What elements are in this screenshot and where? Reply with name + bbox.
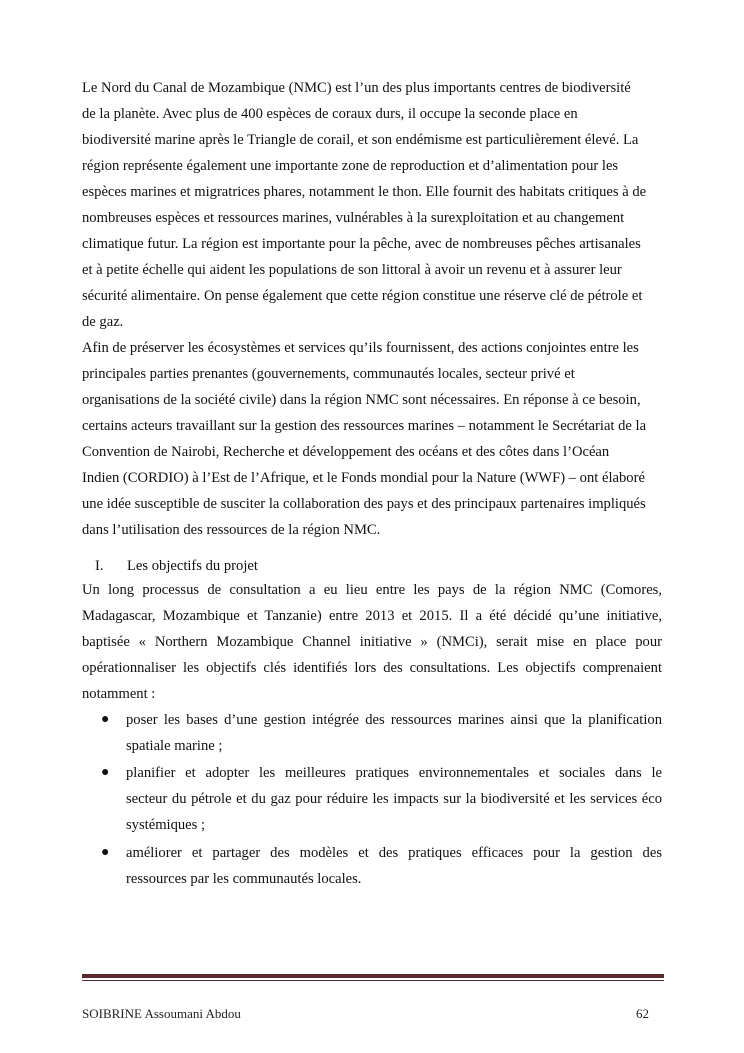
text-line: baptisée « Northern Mozambique Channel initiative » (NMCi), serait mise en place pour (82, 634, 662, 650)
heading-title: Les objectifs du projet (127, 558, 258, 574)
text-line: de la planète. Avec plus de 400 espèces de coraux durs, il occupe la seconde place en (82, 106, 578, 122)
text-line: biodiversité marine après le Triangle de corail, et son endémisme est particulièrement élevé. La (82, 132, 639, 148)
text-line: certains acteurs travaillant sur la gestion des ressources marines – notamment le Secrétariat de la (82, 418, 647, 434)
text-line: améliorer et partager des modèles et des pratiques efficaces pour la gestion des (126, 845, 662, 861)
text-line: opérationnaliser les objectifs clés identifiés lors des consultations. Les objectifs comprenaient (82, 660, 662, 676)
text-line: Indien (CORDIO) à l’Est de l’Afrique, et le Fonds mondial pour la Nature (WWF) – ont élaboré (82, 470, 645, 486)
text-line: planifier et adopter les meilleures pratiques environnementales et sociales dans le (126, 765, 662, 781)
text-line: systémiques ; (126, 817, 206, 833)
text-line: poser les bases d’une gestion intégrée des ressources marines ainsi que la planification (126, 712, 662, 728)
paragraph-2 (82, 335, 662, 543)
bullet-item (82, 760, 662, 838)
bullet-item (82, 840, 662, 892)
text-line: dans l’utilisation des ressources de la région NMC. (82, 522, 381, 538)
text-line: espèces marines et migratrices phares, notamment le thon. Elle fournit des habitats critiques à de (82, 184, 647, 200)
text-line: Le Nord du Canal de Mozambique (NMC) est l’un des plus importants centres de biodiversité (82, 80, 631, 96)
footer-author: SOIBRINE Assoumani Abdou (82, 1006, 241, 1021)
bullet-icon: ● (101, 845, 110, 860)
text-line: spatiale marine ; (126, 738, 223, 754)
heading-number: I. (95, 558, 104, 574)
text-line: principales parties prenantes (gouvernements, communautés locales, secteur privé et (82, 366, 575, 382)
text-line: climatique futur. La région est importante pour la pêche, avec de nombreuses pêches artisanales (82, 236, 641, 252)
text-line: et à petite échelle qui aident les populations de son littoral à avoir un revenu et à assurer leur (82, 262, 622, 278)
paragraph-1 (82, 75, 662, 335)
bullet-item (82, 707, 662, 759)
paragraph-3 (82, 577, 662, 707)
text-line: Un long processus de consultation a eu lieu entre les pays de la région NMC (Comores, (82, 582, 662, 598)
text-line: région représente également une importante zone de reproduction et d’alimentation pour les (82, 158, 619, 174)
text-line: secteur du pétrole et du gaz pour réduire les impacts sur la biodiversité et les services éco (126, 791, 662, 807)
bullet-icon: ● (101, 712, 110, 727)
bullet-icon: ● (101, 765, 110, 780)
text-line: ressources par les communautés locales. (126, 871, 362, 887)
text-line: Convention de Nairobi, Recherche et développement des océans et des côtes dans l’Océan (82, 444, 610, 460)
text-line: organisations de la société civile) dans la région NMC sont nécessaires. En réponse à ce besoin, (82, 392, 641, 408)
text-line: de gaz. (82, 314, 124, 330)
text-line: Madagascar, Mozambique et Tanzanie) entre 2013 et 2015. Il a été décidé qu’une initiative, (82, 608, 662, 624)
footer-rule-thin (82, 980, 664, 981)
text-line: nombreuses espèces et ressources marines, vulnérables à la surexploitation et au changement (82, 210, 625, 226)
text-line: notamment : (82, 686, 156, 702)
footer-rule-thick (82, 974, 664, 978)
text-line: sécurité alimentaire. On pense également que cette région constitue une réserve clé de pétrole et (82, 288, 643, 304)
text-line: Afin de préserver les écosystèmes et services qu’ils fournissent, des actions conjointes entre les (82, 340, 639, 356)
text-line: une idée susceptible de susciter la collaboration des pays et des principaux partenaires impliqués (82, 496, 646, 512)
page-number: 62 (636, 1006, 649, 1021)
